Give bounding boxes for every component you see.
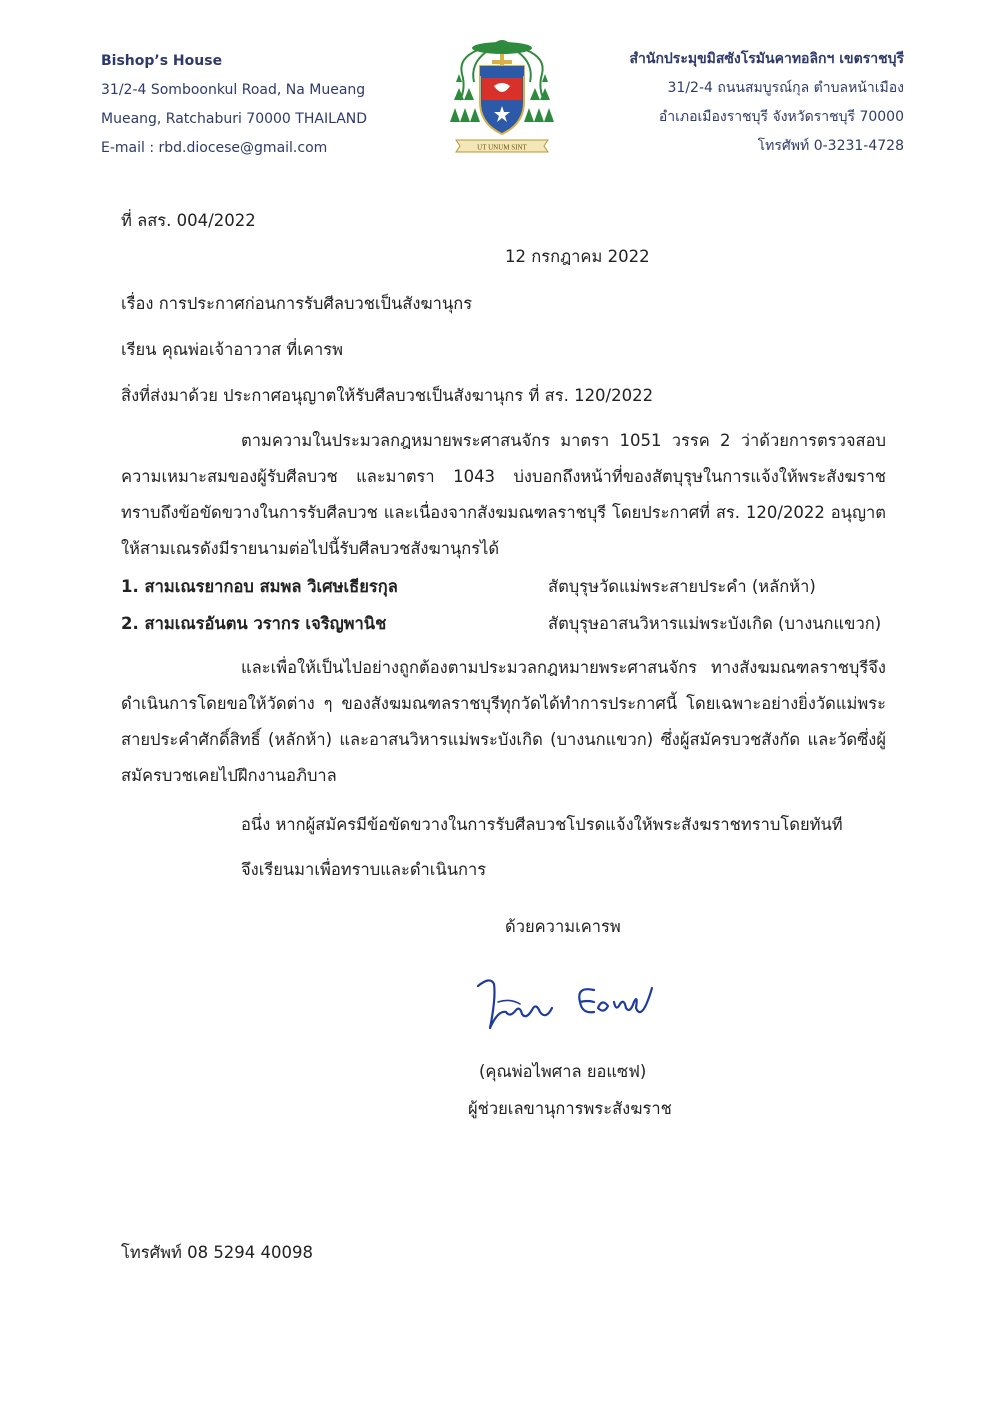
body-paragraph-4: จึงเรียนมาเพื่อทราบและดำเนินการ <box>241 860 487 879</box>
address-line-2-th: อำเภอเมืองราชบุรี จังหวัดราชบุรี 70000 <box>658 109 904 125</box>
body-paragraph-2: และเพื่อให้เป็นไปอย่างถูกต้องตามประมวลกฎหมายพระศาสนจักร ทางสังฆมณฑลราชบุรีจึงดำเนินการโดยขอให้วัดต่าง ๆ ของสังฆมณฑลราชบุรีทุกวัดได้ทำการประกาศนี้ โดยเฉพาะอย่างยิ่งวัดแม่พระสายประคำศักดิ์สิทธิ์ (หลักห้า) และอาสนวิหารแม่พระบังเกิด (บางนกแขวก) ซึ่งผู้สมัครบวชสังกัด และวัดซึ่งผู้สมัครบวชเคยไปฝึกงานอภิบาล <box>121 658 886 785</box>
body-paragraph-3: อนึ่ง หากผู้สมัครมีข้อขัดขวางในการรับศีลบวชโปรดแจ้งให้พระสังฆราชทราบโดยทันที <box>241 815 843 834</box>
candidate-name: 1. สามเณรยากอบ สมพล วิเศษเธียรกุล <box>121 577 398 596</box>
address-line-1-en: 31/2-4 Somboonkul Road, Na Mueang <box>101 82 366 98</box>
letterhead-left <box>101 47 367 163</box>
address-line-2-en: Mueang, Ratchaburi 70000 THAILAND <box>101 111 368 127</box>
phone-line-th: โทรศัพท์ 0-3231-4728 <box>757 138 904 154</box>
crest-motto: UT UNUM SINT <box>477 143 527 152</box>
diocese-crest-icon <box>448 34 556 156</box>
enclosure-line: สิ่งที่ส่งมาด้วย ประกาศอนุญาตให้รับศีลบวชเป็นสังฆานุกร ที่ สร. 120/2022 <box>121 386 654 405</box>
handwritten-signature <box>476 968 666 1040</box>
body-paragraph-1: ตามความในประมวลกฎหมายพระศาสนจักร มาตรา 1051 วรรค 2 ว่าด้วยการตรวจสอบความเหมาะสมของผู้รับศีลบวช และมาตรา 1043 บ่งบอกถึงหน้าที่ของสัตบุรุษในการแจ้งให้พระสังฆราชทราบถึงข้อขัดขวางในการรับศีลบวช และเนื่องจากสังฆมณฑลราชบุรี โดยประกาศที่ สร. 120/2022 อนุญาตให้สามเณรดังมีรายนามต่อไปนี้รับศีลบวชสังฆานุกรได้ <box>121 431 886 558</box>
reference-number: ที่ ลสร. 004/2022 <box>121 211 256 230</box>
address-line-1-th: 31/2-4 ถนนสมบูรณ์กุล ตำบลหน้าเมือง <box>667 80 904 96</box>
letter-date: 12 กรกฎาคม 2022 <box>505 247 650 266</box>
candidate-parish: สัตบุรุษวัดแม่พระสายประคำ (หลักห้า) <box>548 577 816 596</box>
salutation-line: เรียน คุณพ่อเจ้าอาวาส ที่เคารพ <box>121 340 343 359</box>
signer-title: ผู้ช่วยเลขานุการพระสังฆราช <box>468 1099 672 1118</box>
email-line: E-mail : rbd.diocese@gmail.com <box>101 140 328 156</box>
subject-line: เรื่อง การประกาศก่อนการรับศีลบวชเป็นสังฆานุกร <box>121 294 473 313</box>
letterhead-right <box>629 45 904 161</box>
org-name-en: Bishop’s House <box>101 53 223 69</box>
org-name-th: สำนักประมุขมิสซังโรมันคาทอลิกฯ เขตราชบุรี <box>629 51 904 67</box>
contact-phone: โทรศัพท์ 08 5294 40098 <box>121 1243 314 1262</box>
closing-line: ด้วยความเคารพ <box>505 917 621 936</box>
signer-name: (คุณพ่อไพศาล ยอแซฟ) <box>479 1062 647 1081</box>
candidate-name: 2. สามเณรอันตน วรากร เจริญพานิช <box>121 614 387 633</box>
candidate-parish: สัตบุรุษอาสนวิหารแม่พระบังเกิด (บางนกแขวก) <box>548 614 882 633</box>
